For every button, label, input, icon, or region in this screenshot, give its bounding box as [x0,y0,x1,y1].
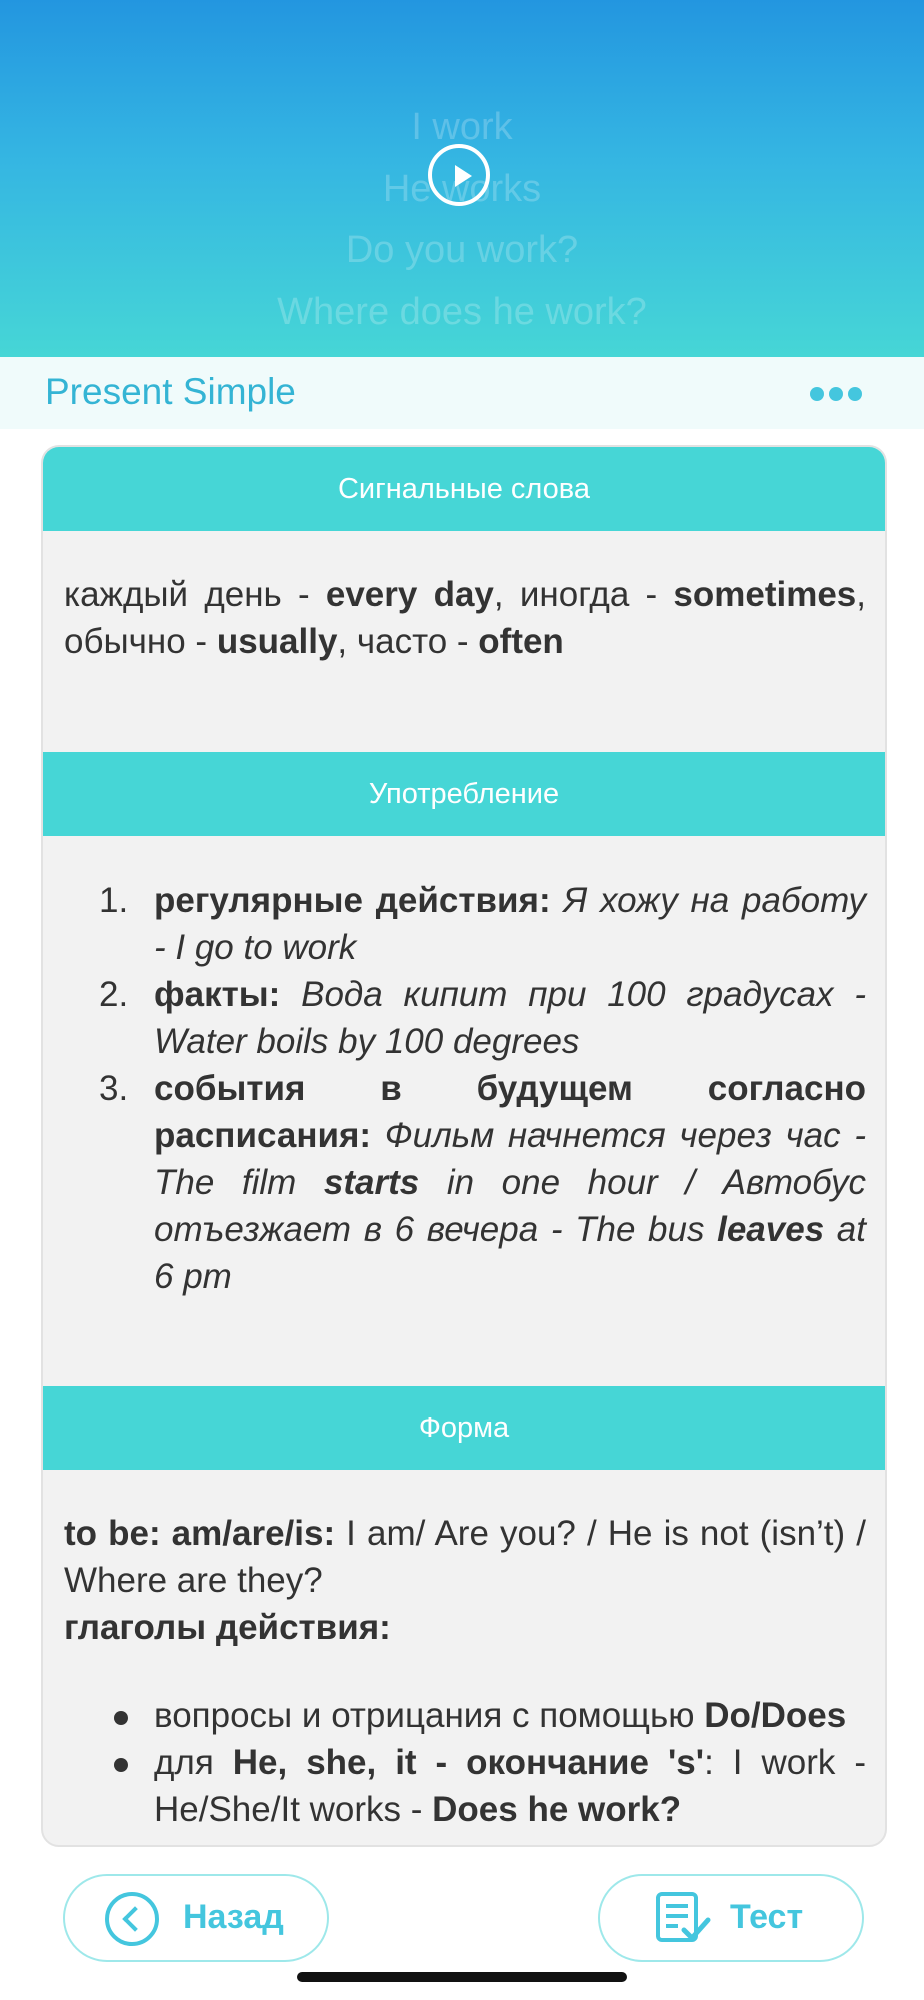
section-header-signal-words: Сигнальные слова [43,447,885,531]
list-item: 1. регулярные действия: Я хожу на работу - I go to work [99,881,866,967]
hero-line: Where does he work? [277,291,647,333]
action-verbs-heading: глаголы действия: [64,1608,391,1647]
hero-line: Do you work? [345,229,579,271]
list-item: для He, she, it - окончание 's': I work - He/She/It works - Does he work? [64,1739,866,1833]
video-preview[interactable] [0,0,924,357]
section-header-form: Форма [43,1386,885,1470]
page-title: Present Simple [45,371,296,412]
checklist-icon [654,1890,714,1948]
hero-line: I work [411,106,513,148]
lesson-card[interactable] [41,445,887,1847]
lesson-header [0,357,924,429]
usage-list [64,877,866,1300]
back-arrow-icon [105,1892,159,1946]
play-icon[interactable] [428,144,490,206]
more-options-icon[interactable] [805,387,862,401]
test-button-label: Тест [730,1898,804,1936]
form-text [64,1510,866,1833]
hero-line: He works [382,168,542,210]
list-item: 3. события в будущем согласно расписания: Фильм начнется через час - The film starts in one hour / Автобус отъезжает в 6 вечера - The bus leaves at 6 pm [99,1069,866,1296]
back-button[interactable] [63,1874,329,1962]
section-header-usage: Употребление [43,752,885,836]
home-indicator [297,1972,627,1982]
back-button-label: Назад [183,1898,284,1936]
test-button[interactable] [598,1874,864,1962]
list-item: 2. факты: Вода кипит при 100 градусах - Water boils by 100 degrees [99,975,866,1061]
list-item: вопросы и отрицания с помощью Do/Does [64,1692,866,1739]
signal-words-text: каждый день - every day, иногда - sometimes, обычно - usually, часто - often [64,575,866,661]
tobe-line: to be: am/are/is: I am/ Are you? / He is not (isn’t) / Where are they? [64,1514,866,1600]
